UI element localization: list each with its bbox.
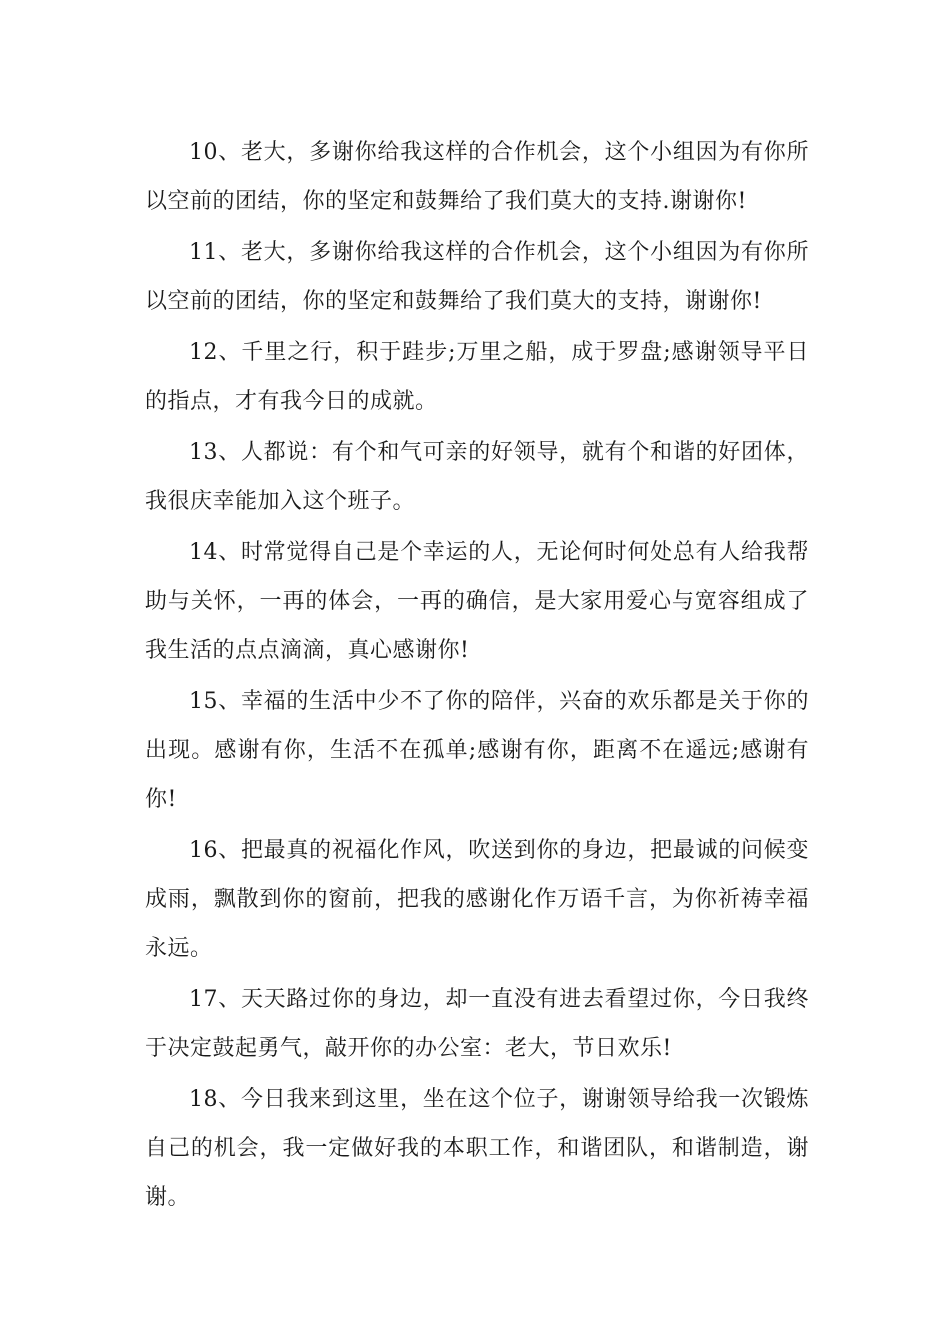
- document-body: [145, 128, 809, 1224]
- paragraph-16: 16、把最真的祝福化作风，吹送到你的身边，把最诚的问候变成雨，飘散到你的窗前，把我的感谢化作万语千言，为你祈祷幸福永远。: [145, 838, 809, 961]
- paragraph-10: 10、老大，多谢你给我这样的合作机会，这个小组因为有你所以空前的团结，你的坚定和鼓舞给了我们莫大的支持.谢谢你!: [145, 140, 809, 214]
- paragraph-13: 13、人都说：有个和气可亲的好领导，就有个和谐的好团体，我很庆幸能加入这个班子。: [145, 440, 809, 514]
- paragraph-15: 15、幸福的生活中少不了你的陪伴，兴奋的欢乐都是关于你的出现。感谢有你，生活不在孤单;感谢有你，距离不在遥远;感谢有你!: [145, 689, 809, 812]
- paragraph-17: 17、天天路过你的身边，却一直没有进去看望过你，今日我终于决定鼓起勇气，敲开你的办公室：老大，节日欢乐!: [145, 987, 809, 1061]
- paragraph-12: 12、千里之行，积于跬步;万里之船，成于罗盘;感谢领导平日的指点，才有我今日的成就。: [145, 340, 809, 414]
- paragraph-14: 14、时常觉得自己是个幸运的人，无论何时何处总有人给我帮助与关怀，一再的体会，一再的确信，是大家用爱心与宽容组成了我生活的点点滴滴，真心感谢你!: [145, 540, 809, 663]
- paragraph-11: 11、老大，多谢你给我这样的合作机会，这个小组因为有你所以空前的团结，你的坚定和鼓舞给了我们莫大的支持，谢谢你!: [145, 240, 809, 314]
- paragraph-18: 18、今日我来到这里，坐在这个位子，谢谢领导给我一次锻炼自己的机会，我一定做好我的本职工作，和谐团队，和谐制造，谢谢。: [145, 1087, 809, 1210]
